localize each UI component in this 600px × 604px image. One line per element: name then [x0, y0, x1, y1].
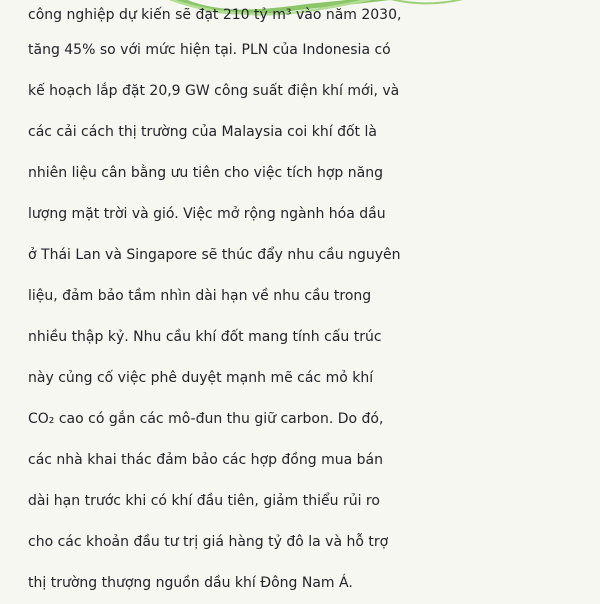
body-paragraph — [28, 0, 588, 604]
paragraph-line: tăng 45% so với mức hiện tại. PLN của Indonesia có — [28, 42, 391, 58]
paragraph-line: ở Thái Lan và Singapore sẽ thúc đẩy nhu cầu nguyên — [28, 247, 401, 263]
paragraph-line: cho các khoản đầu tư trị giá hàng tỷ đô la và hỗ trợ — [28, 534, 389, 550]
paragraph-line: công nghiệp dự kiến sẽ đạt 210 tỷ m³ vào năm 2030, — [28, 7, 402, 23]
paragraph-line: nhiều thập kỷ. Nhu cầu khí đốt mang tính cấu trúc — [28, 329, 382, 345]
paragraph-line: dài hạn trước khi có khí đầu tiên, giảm thiểu rủi ro — [28, 493, 380, 509]
paragraph-line: lượng mặt trời và gió. Việc mở rộng ngành hóa dầu — [28, 206, 386, 222]
paragraph-line: kế hoạch lắp đặt 20,9 GW công suất điện khí mới, và — [28, 83, 400, 99]
paragraph-line: CO₂ cao có gắn các mô-đun thu giữ carbon. Do đó, — [28, 411, 384, 427]
paragraph-line: các nhà khai thác đảm bảo các hợp đồng mua bán — [28, 452, 383, 468]
paragraph-line: thị trường thượng nguồn dầu khí Đông Nam Á. — [28, 575, 353, 591]
paragraph-line: này củng cố việc phê duyệt mạnh mẽ các mỏ khí — [28, 370, 374, 386]
paragraph-line: nhiên liệu cân bằng ưu tiên cho việc tích hợp năng — [28, 165, 383, 181]
paragraph-line: các cải cách thị trường của Malaysia coi khí đốt là — [28, 124, 377, 140]
paragraph-line: liệu, đảm bảo tầm nhìn dài hạn về nhu cầu trong — [28, 288, 372, 304]
